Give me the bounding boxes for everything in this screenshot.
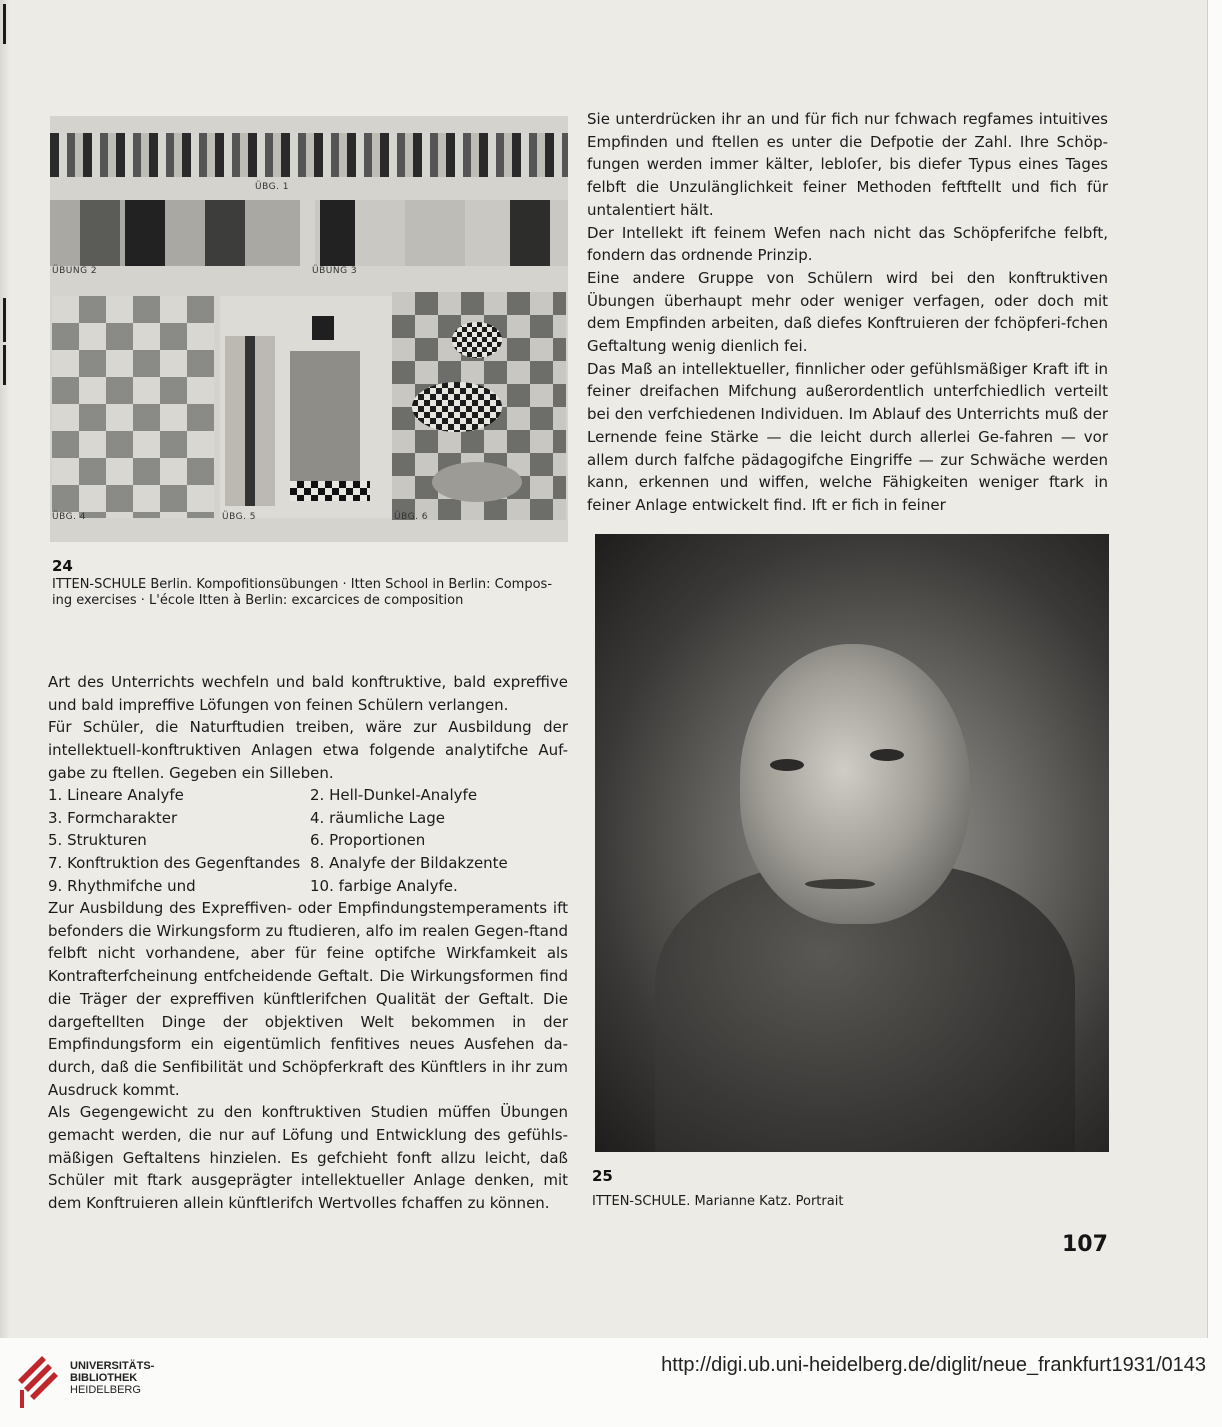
figure-25-caption: ITTEN-SCHULE. Marianne Katz. Portrait xyxy=(592,1194,844,1209)
list-item: 9. Rhythmifche und 10. farbige Analyfe. xyxy=(48,876,458,895)
paragraph: Das Maß an intellektueller, finnlicher oder gefühlsmäßiger Kraft ift in feiner dreifachen Mifchung außerordentlich unterfchiedlich verteilt bei den verfchiedenen Individuen. Im Ablauf des Unterrichts muß der Lernende feine Stärke — die leicht durch allerlei Ge-fahren — vor allem durch falfche pädagogifche Eingriffe — zur Schwäche werden kann, erkennen und wiffen, welche Fähigkeiten weniger ftark in feiner Anlage entwickelt find. Ift er fich in feiner xyxy=(587,359,1108,514)
paragraph: Als Gegengewicht zu den konftruktiven Studien müffen Übungen gemacht werden, die nur auf Löfung und Entwicklung des gefühls-mäßigen Geftaltens hinzielen. Es gefchieht fonft allzu leicht, daß Schüler mit ftark ausgeprägter intellektueller Anlage denken, mit dem Konftruieren allein künftlerifch Wertvolles fchaffen zu können. xyxy=(48,1103,568,1213)
paragraph: Sie unterdrücken ihr an und für fich nur fchwach regfames intuitives Empfinden und ftellen es unter die Defpotie der Zahl. Ihre Schöp-fungen werden immer kälter, lebloſer, bis diefer Typus eines Tages felbft die Unzulänglichkeit feiner Methoden feftftellt und fich für untalentiert hält. xyxy=(587,110,1108,219)
binding-mark xyxy=(3,298,6,342)
exercise-2-panel xyxy=(50,200,300,266)
left-column-intro xyxy=(48,671,568,785)
exercise-label: ÜBG. 4 xyxy=(52,512,87,522)
paragraph: Der Intellekt ift feinem Wefen nach nicht das Schöpferifche felbft, fondern das ordnende Prinzip. xyxy=(587,223,1108,265)
figure-25-number: 25 xyxy=(592,1167,613,1185)
paragraph: Eine andere Gruppe von Schülern wird bei den konftruktiven Übungen überhaupt mehr oder weniger verfagen, oder doch mit dem Empfinden arbeiten, daß diefes Konftruieren der fchöpferi-fchen Geftaltung wenig dienlich fei. xyxy=(587,268,1108,356)
figure-24-number: 24 xyxy=(52,557,73,575)
page-edge xyxy=(0,0,10,1338)
exercise-label: ÜBG. 1 xyxy=(255,182,290,192)
figure-25-portrait xyxy=(595,534,1109,1152)
portrait-mouth xyxy=(805,879,875,889)
exercise-label: ÜBG. 6 xyxy=(394,512,429,522)
list-item: 5. Strukturen 6. Proportionen xyxy=(48,831,426,850)
paragraph: Zur Ausbildung des Expreffiven- oder Empfindungstemperaments ift befonders die Wirkungsform zu ftudieren, alfo im realen Gegen-ftand felbft nicht vorhandene, aber für feine optifche Wirkfamkeit als Kontrafterfcheinung entfcheidende Geftalt. Die Wirkungsformen find die Träger der expreffiven künftlerifchen Qualität der Geftalt. Die dargeftellten Dinge der objektiven Welt bekommen in der Empfindungsform ein eigentümlich fenfitives neues Ausfehen da-durch, daß die Senfibilität und Schöpferkraft des Künftlers in ihr zum Ausdruck kommt. xyxy=(48,899,568,1099)
page-number: 107 xyxy=(1062,1232,1108,1257)
exercise-label: ÜBUNG 2 xyxy=(52,266,98,276)
exercise-label: ÜBUNG 3 xyxy=(312,266,358,276)
binding-mark xyxy=(3,4,6,44)
binding-mark xyxy=(3,345,6,385)
list-item: 1. Lineare Analyfe 2. Hell-Dunkel-Analyfe xyxy=(48,786,478,804)
portrait-eye xyxy=(770,759,804,771)
library-logo-icon xyxy=(14,1350,60,1410)
left-column-body xyxy=(48,897,568,1215)
source-url[interactable]: http://digi.ub.uni-heidelberg.de/diglit/neue_frankfurt1931/0143 xyxy=(661,1354,1206,1376)
portrait-eye xyxy=(870,749,904,761)
exercise-label: ÜBG. 5 xyxy=(222,512,257,522)
exercise-4-grid xyxy=(52,296,214,518)
figure-24-composition-exercises xyxy=(50,116,568,542)
library-name: UNIVERSITÄTS- BIBLIOTHEK HEIDELBERG xyxy=(70,1360,155,1396)
analysis-task-list xyxy=(48,784,568,898)
exercise-6-panel xyxy=(392,292,566,520)
figure-24-caption: ITTEN-SCHULE Berlin. Kompofitionsübungen · Itten School in Berlin: Compos-ing exercises · L'école Itten à Berlin: excarcices de composition xyxy=(52,577,553,608)
exercise-1-stripes xyxy=(50,133,568,177)
right-column-text xyxy=(587,108,1108,517)
list-item: 7. Konftruktion des Gegenftandes 8. Analyfe der Bildakzente xyxy=(48,854,508,873)
exercise-3-panel xyxy=(315,200,568,266)
paragraph: Art des Unterrichts wechfeln und bald konftruktive, bald expreffive und bald impreffive Löfungen von feinen Schülern verlangen. xyxy=(48,673,568,714)
paragraph: Für Schüler, die Naturftudien treiben, wäre zur Ausbildung der intellektuell-konftruktiven Anlagen etwa folgende analytifche Auf-gabe zu ftellen. Gegeben ein Silleben. xyxy=(48,718,568,782)
list-item: 3. Formcharakter 4. räumliche Lage xyxy=(48,808,445,827)
